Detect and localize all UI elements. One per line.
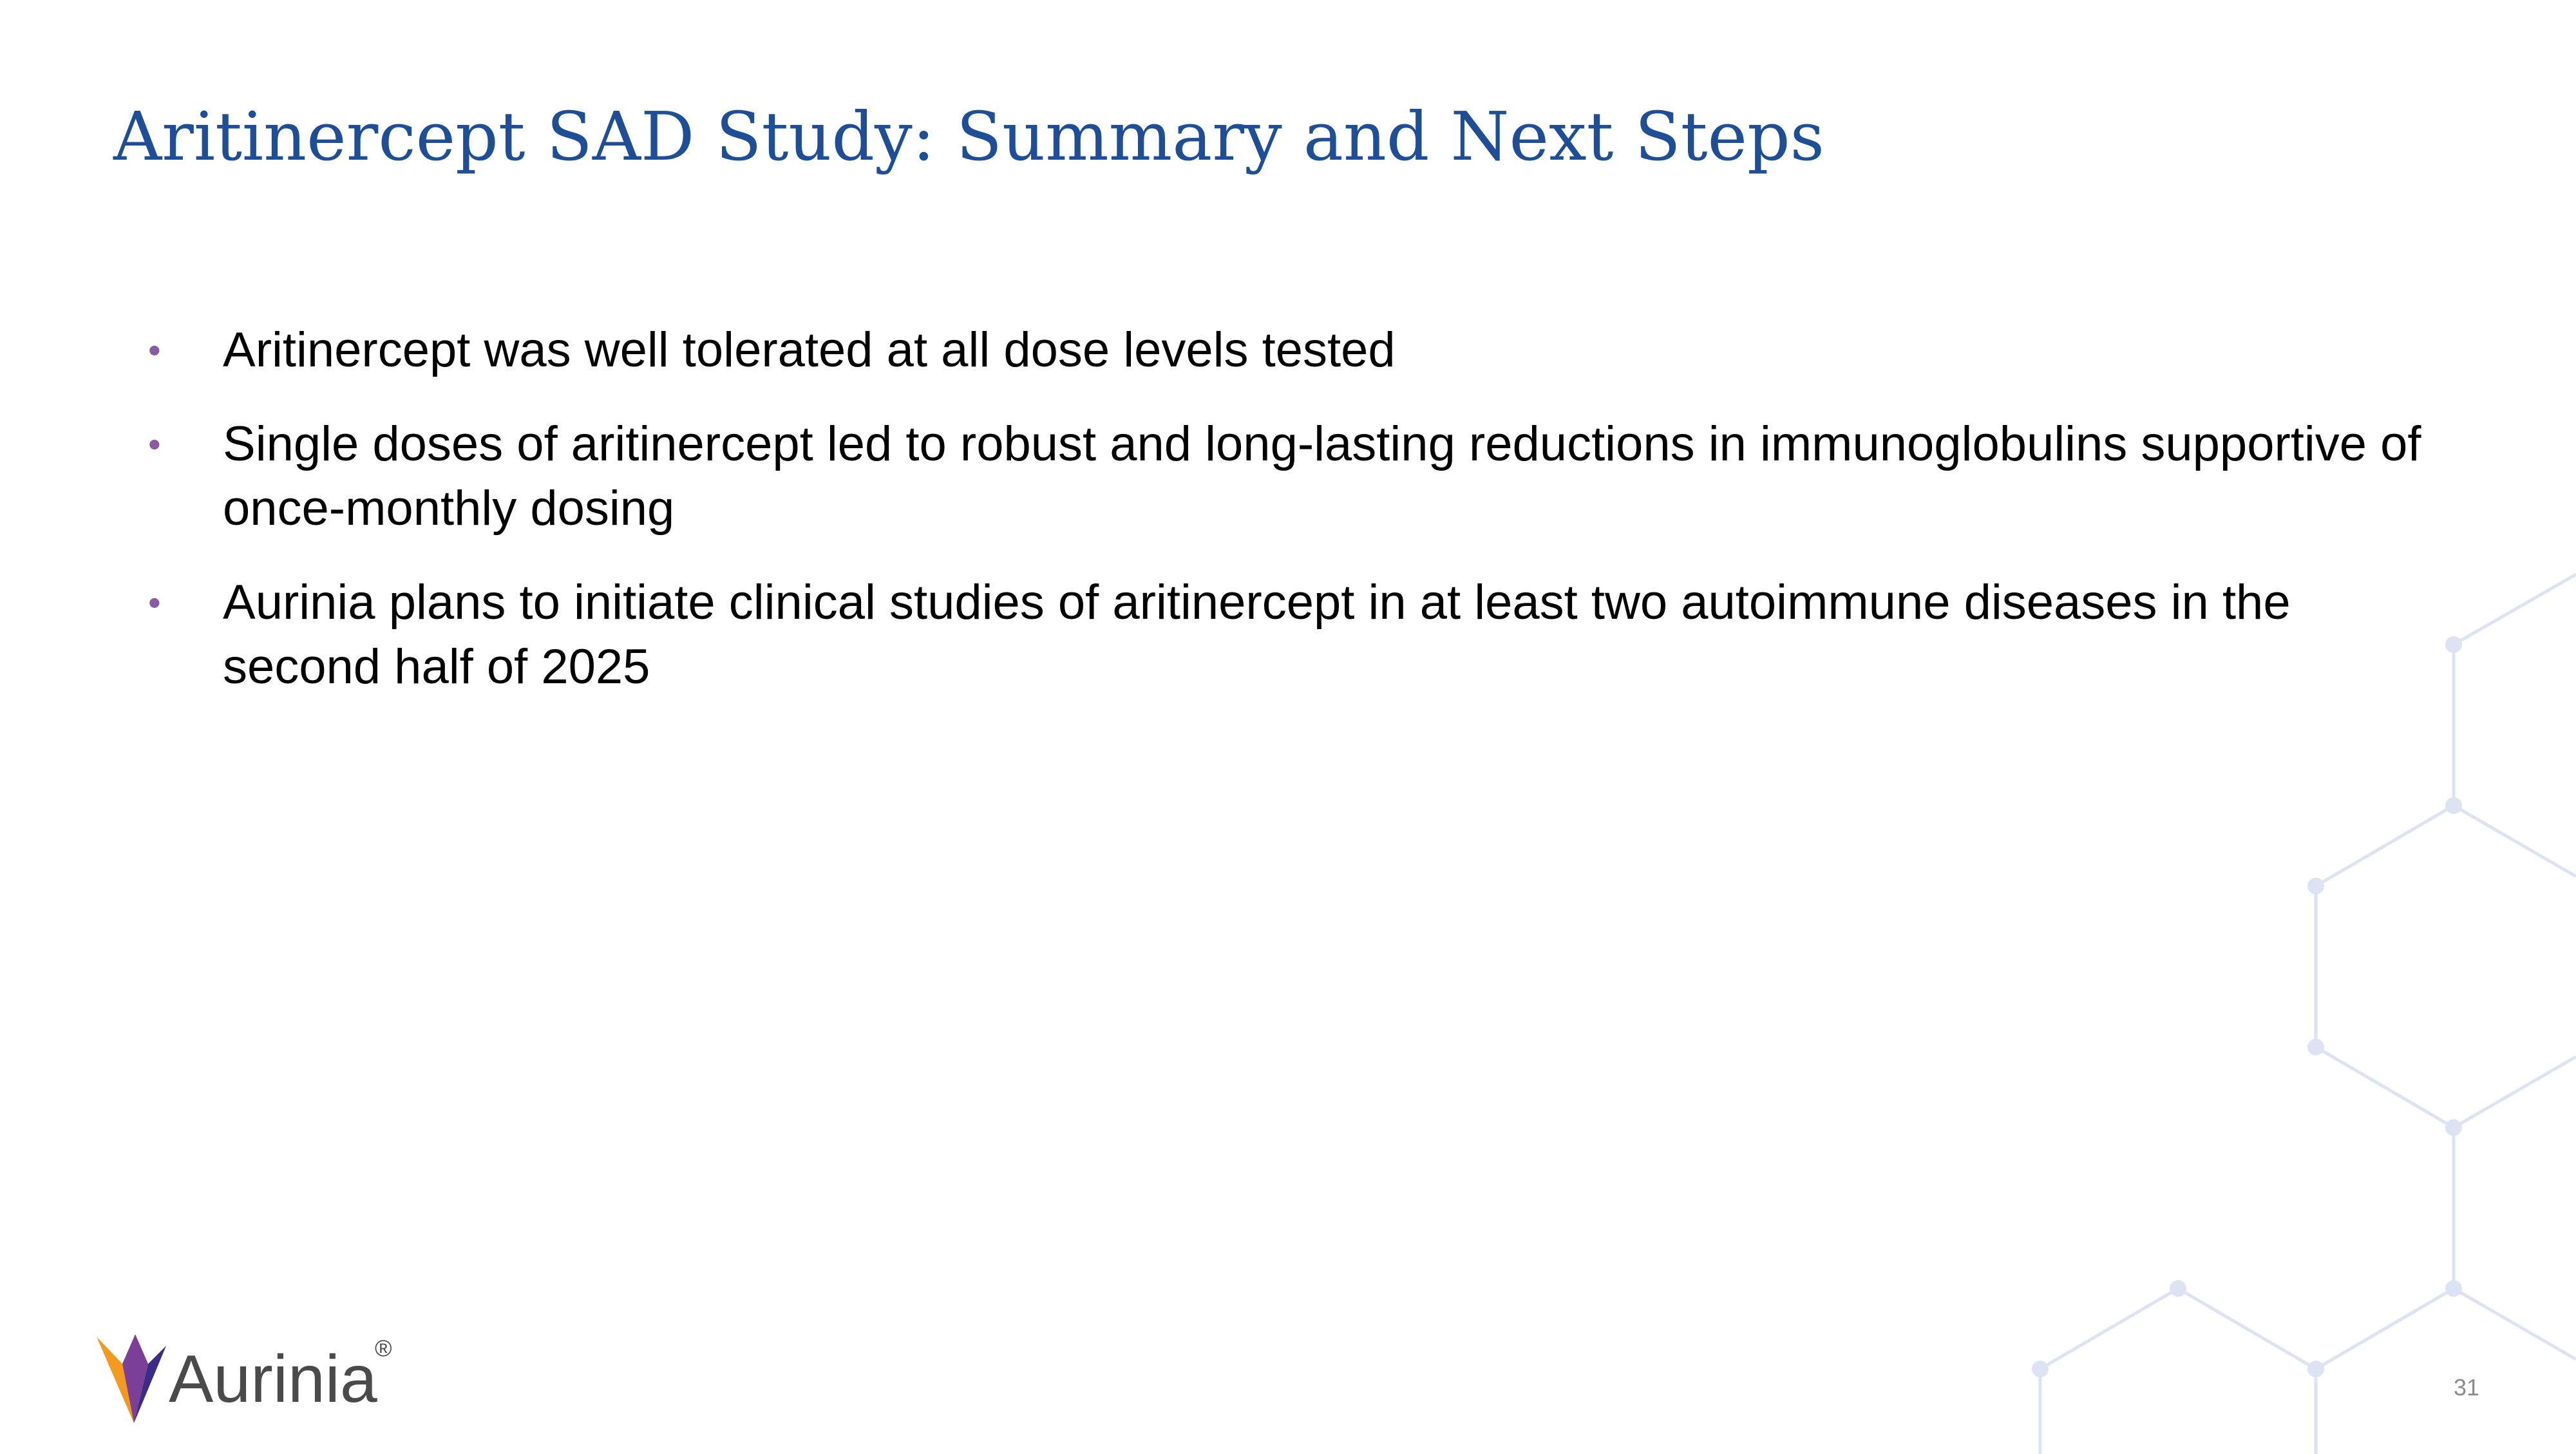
logo-wordmark: Aurinia [169, 1342, 377, 1417]
bullet-item-reductions [142, 412, 2434, 541]
bullet-marker: • [148, 330, 161, 370]
bullet-marker: • [148, 582, 161, 623]
bullet-text: Single doses of aritinercept led to robust and long-lasting reductions in immunoglobulins supportive of once-monthly dosing [223, 417, 2421, 536]
slide-title: Aritinercept SAD Study: Summary and Next Steps [113, 97, 1825, 176]
page-number: 31 [2453, 1374, 2479, 1401]
bullet-marker: • [148, 424, 161, 464]
bullet-list [142, 318, 2434, 729]
registered-mark: ® [375, 1335, 392, 1361]
bullet-item-next-steps [142, 571, 2434, 699]
bullet-text: Aritinercept was well tolerated at all dose levels tested [223, 323, 1396, 377]
aurinia-logo [97, 1333, 406, 1430]
bullet-item-tolerated [142, 318, 2434, 382]
aurinia-logo-icon [97, 1333, 167, 1423]
bullet-text: Aurinia plans to initiate clinical studies of aritinercept in at least two autoimmune diseases in the second half of 2025 [223, 575, 2291, 694]
